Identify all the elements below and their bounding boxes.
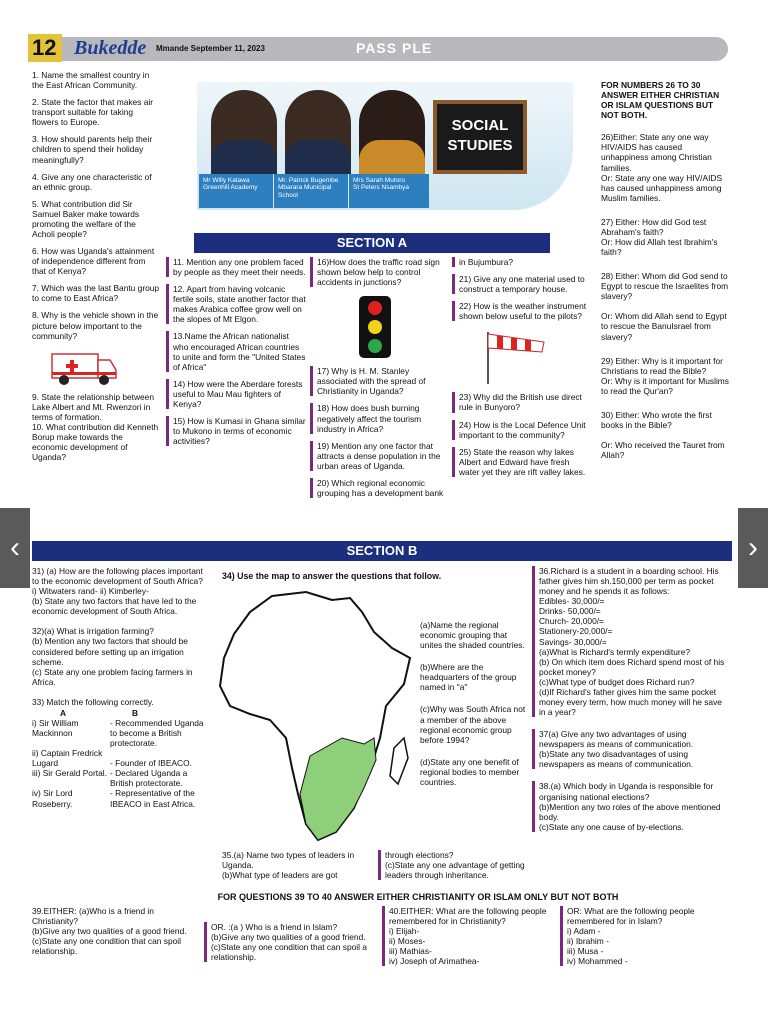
footer-instruction: FOR QUESTIONS 39 TO 40 ANSWER EITHER CHRISTIANITY OR ISLAM ONLY BUT NOT BOTH — [217, 892, 619, 902]
teacher-caption: Mrs Sarah Mutoro St Peters Nsambya — [349, 174, 429, 208]
question-item: 29) Either: Why is it important for Christians to read the Bible? Or: Why is it important for Muslims to read the Qur'an? — [601, 355, 729, 396]
question-item: 12. Apart from having volcanic fertile soils, state another factor that makes Arabica coffee grow well on the slopes of Mt Elgon. — [166, 284, 306, 324]
question-item: 7. Which was the last Bantu group to come to East Africa? — [32, 283, 160, 304]
left-question-column — [32, 70, 160, 469]
question-item: (a)Name the regional economic grouping that unites the shaded countries. — [420, 620, 525, 651]
subject-board: SOCIAL STUDIES — [433, 100, 527, 174]
question-item: 9. State the relationship between Lake Albert and Mt. Rwenzori in terms of formation. — [32, 391, 154, 422]
question-item: Or: Who received the Tauret from Allah? — [601, 440, 725, 461]
question-item: 40.EITHER: What are the following people remembered for in Christianity? i) Elijah- ii) Moses- iii) Mathias- iv) Joseph of Arimathea- — [382, 906, 554, 966]
teachers-banner — [197, 82, 573, 210]
question-item: 2. State the factor that makes air transport suitable for taking flowers to Europe. — [32, 97, 154, 128]
question-item: 27) Either: How did God test Abraham's faith? Or: How did Allah test Ibrahim's faith? — [601, 216, 718, 258]
question-item: 25) State the reason why lakes Albert and Edward have fresh water yet they are rift valley lakes. — [452, 447, 590, 477]
question-item: 24) How is the Local Defence Unit important to the community? — [452, 420, 590, 440]
question-item: 28) Either: Whom did God send to Egypt to rescue the Israelites from slavery? — [601, 271, 729, 302]
question-item: 21) Give any one material used to construct a temporary house. — [452, 274, 590, 294]
question-item: 36.Richard is a student in a boarding school. His father gives him sh.150,000 per term as pocket money and he spends it as follows: Edibles- 30,000/= Drinks- 50,000/= Church- 20,000/= Stationery-20,000/= Savings- 30,000/= (a)What is Richard's termly expenditure? (b) On which item does Richard spend most of his pocket money? (c)What type of budget does Richard run? (d)If Richard's father gives him the same pocket money every term, how much money will he save in a year? — [532, 566, 728, 717]
question-item: 5. What contribution did Sir Samuel Baker make towards promoting the welfare of the Acholi people? — [32, 198, 140, 240]
question-item: 39.EITHER: (a)Who is a friend in Christianity? (b)Give any two qualities of a good friend. (c)State any one condition that can spoil relationship. — [32, 906, 187, 957]
traffic-light-icon — [355, 294, 395, 360]
question-item: (b)Where are the headquarters of the group named in "a" — [420, 662, 517, 693]
match-list-b: - Recommended Uganda to become a British protectorate. - Founder of IBEACO. - Declared Uganda a British protectorate. - Representative of the IBEACO in East Africa. — [110, 717, 204, 809]
section-a-column-3 — [452, 257, 590, 484]
question-item: Or: Whom did Allah send to Egypt to rescue the BanuIsrael from slavery? — [601, 311, 727, 342]
teacher-photo — [285, 90, 351, 174]
question-34-parts — [420, 620, 528, 794]
page-number: 12 — [28, 34, 62, 62]
question-item: 11. Mention any one problem faced by people as they meet their needs. — [166, 257, 306, 277]
question-item: 13.Name the African nationalist who encouraged African countries to unite and form the "United States of Africa" — [166, 331, 306, 371]
question-35-left: 35.(a) Name two types of leaders in Uganda. (b)What type of leaders are got — [222, 850, 355, 881]
question-item: 20) Which regional economic grouping has a development bank — [310, 478, 450, 498]
question-item: 10. What contribution did Kenneth Borup make towards the economic development of Uganda? — [32, 421, 159, 463]
section-b-heading: SECTION B — [32, 541, 732, 561]
question-item: 15) How is Kumasi in Ghana similar to Mukono in terms of economic activities? — [166, 416, 306, 446]
question-item: (d)State any one benefit of regional bodies to member countries. — [420, 756, 520, 787]
section-a-heading: SECTION A — [194, 233, 550, 253]
section-b-left-column — [32, 566, 212, 848]
question-item: 4. Give any one characteristic of an ethnic group. — [32, 171, 152, 192]
newspaper-logo: Bukedde — [74, 37, 147, 59]
question-item: 32)(a) What is irrigation farming? (b) Mention any two factors that should be considered before setting up an irrigation scheme. (c) State any one problem facing farmers in Africa. — [32, 626, 193, 687]
question-item: 8. Why is the vehicle shown in the picture below important to the community? — [32, 310, 159, 341]
question-item: 6. How was Uganda's attainment of independence different from that of Kenya? — [32, 246, 155, 277]
next-page-button[interactable]: › — [738, 508, 768, 588]
question-item: 22) How is the weather instrument shown below useful to the pilots? — [452, 301, 590, 321]
question-item: 1. Name the smallest country in the East African Community. — [32, 70, 150, 91]
question-item: in Bujumbura? — [452, 257, 590, 267]
question-item: 23) Why did the British use direct rule in Bunyoro? — [452, 392, 590, 412]
question-item: 14) How were the Aberdare forests useful to Mau Mau fighters of Kenya? — [166, 379, 306, 409]
match-col-a-header: A — [60, 707, 67, 718]
question-item: 3. How should parents help their children to spend their holiday meaningfully? — [32, 134, 153, 165]
issue-date: Mmande September 11, 2023 — [156, 44, 265, 53]
right-question-column — [601, 80, 729, 467]
question-item: 30) Either: Who wrote the first books in the Bible? — [601, 409, 712, 431]
question-item: 37(a) Give any two advantages of using newspapers as means of communication. (b)State any two disadvantages of using newspapers as means of communication. — [532, 729, 728, 769]
question-item: 16)How does the traffic road sign shown below help to control accidents in junctions? — [310, 257, 450, 287]
teacher-caption: Mr. Patrick Bugembe Mbarara Municipal School — [274, 174, 348, 208]
question-item: 26)Either: State any one way HIV/AIDS has caused unhappiness among Christian families. Or: State any one way HIV/AIDS has caused unhappiness among Muslim families. — [601, 132, 723, 203]
section-b-right-column — [532, 566, 728, 839]
question-item: 31) (a) How are the following places important to the economic development of South Africa? i) Witwaters rand- ii) Kimberley- (b) State any two factors that have led to the economic development of South Africa. — [32, 566, 203, 617]
question-item: 38.(a) Which body in Uganda is responsible for organising national elections? (b)Mention any two roles of the above mentioned body. (c)State any one cause of by-elections. — [532, 781, 728, 831]
match-table — [32, 708, 212, 848]
question-item: OR. :(a ) Who is a friend in Islam? (b)Give any two qualities of a good friend. (c)State any one condition that can spoil a relationship. — [204, 922, 376, 962]
windsock-icon — [482, 328, 552, 386]
teacher-caption: Mr Willy Katawa Greenhill Academy — [199, 174, 273, 208]
ambulance-icon — [48, 346, 118, 388]
page-title: PASS PLE — [356, 40, 433, 56]
question-item: 19) Mention any one factor that attracts a dense population in the urban areas of Uganda. — [310, 441, 450, 471]
section-a-column-2 — [310, 257, 450, 505]
question-item: OR: What are the following people remembered for in Islam? i) Adam - ii) Ibrahim - iii) Musa - iv) Mohammed - — [560, 906, 728, 966]
section-a-column-1 — [166, 257, 306, 453]
match-col-b-header: B — [132, 707, 139, 718]
question-item: 17) Why is H. M. Stanley associated with the spread of Christianity in Uganda? — [310, 366, 450, 396]
question-35-right: through elections? (c)State any one advantage of getting leaders through inheritance. — [378, 850, 528, 880]
africa-map — [214, 588, 414, 848]
teacher-photo — [211, 90, 277, 174]
question-34-title: 34) Use the map to answer the questions that follow. — [222, 571, 442, 581]
prev-page-button[interactable]: ‹ — [0, 508, 30, 588]
question-item: (c)Why was South Africa not a member of the above regional economic group before 1994? — [420, 704, 526, 745]
question-item: 33) Match the following correctly. — [32, 696, 154, 707]
footer-question-block — [32, 906, 732, 984]
match-list-a: i) Sir William Mackinnon ii) Captain Fredrick Lugard iii) Sir Gerald Portal. iv) Sir Lord Roseberry. — [32, 717, 107, 809]
teacher-photo — [359, 90, 425, 174]
instruction-heading: FOR NUMBERS 26 TO 30 ANSWER EITHER CHRISTIAN OR ISLAM QUESTIONS BUT NOT BOTH. — [601, 80, 720, 121]
question-item: 18) How does bush burning negatively affect the tourism industry in Africa? — [310, 403, 450, 433]
